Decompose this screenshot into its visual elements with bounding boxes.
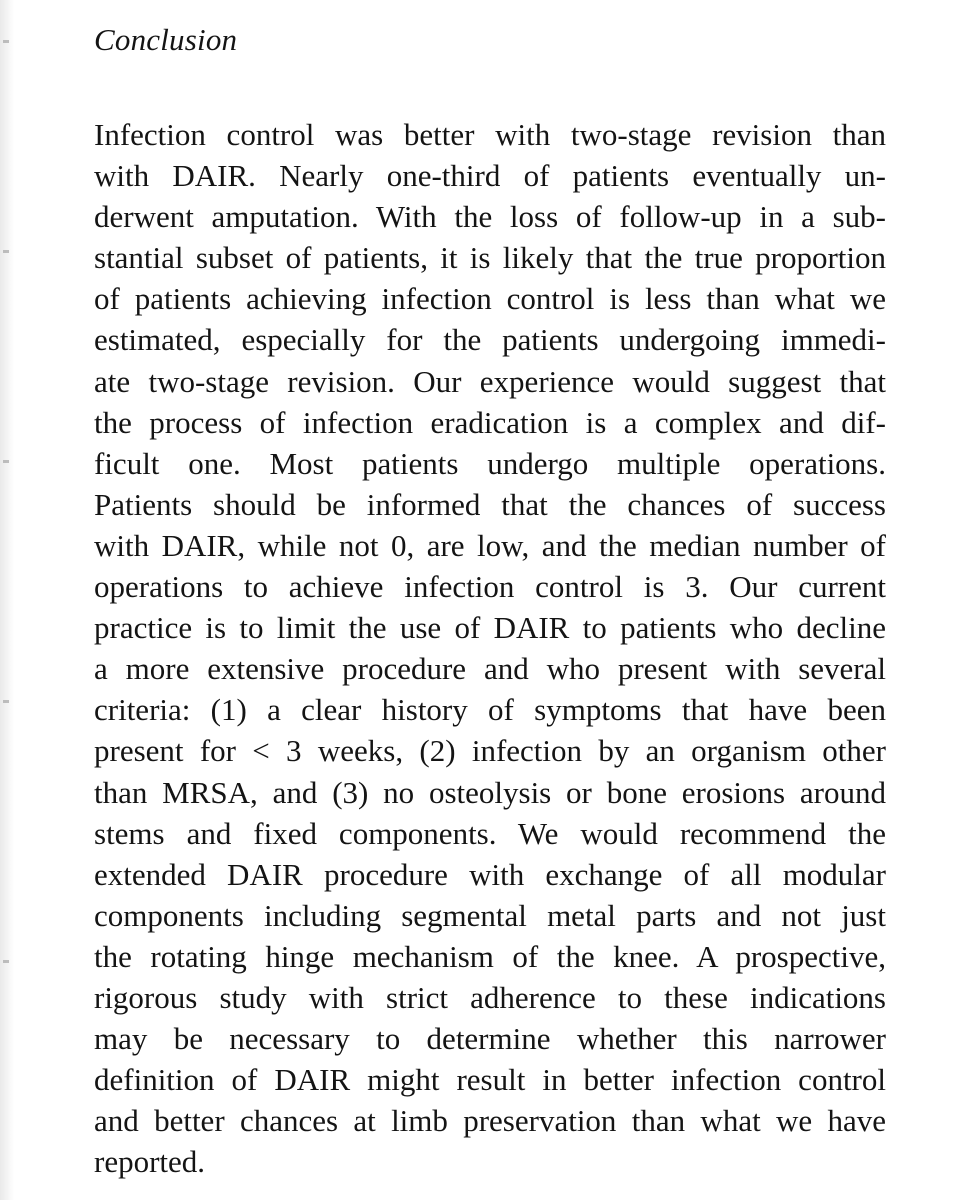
text-line: definition of DAIR might result in better infection control xyxy=(94,1062,886,1098)
text-line: derwent amputation. With the loss of follow-up in a sub- xyxy=(94,199,886,235)
text-line: may be necessary to determine whether this narrower xyxy=(94,1021,886,1057)
text-line: Patients should be informed that the chances of success xyxy=(94,486,886,522)
edge-mark xyxy=(3,700,9,703)
text-line: reported. xyxy=(94,1144,206,1180)
text-line: with DAIR, while not 0, are low, and the median number of xyxy=(94,527,886,563)
text-line: stantial subset of patients, it is likely that the true proportion xyxy=(94,240,886,276)
text-line: ate two-stage revision. Our experience would suggest that xyxy=(94,363,886,399)
text-line: than MRSA, and (3) no osteolysis or bone erosions around xyxy=(94,774,886,810)
edge-mark xyxy=(3,250,9,253)
edge-mark xyxy=(3,460,9,463)
text-line: with DAIR. Nearly one-third of patients eventually un- xyxy=(94,158,886,194)
text-line: and better chances at limb preservation than what we have xyxy=(94,1103,886,1139)
text-line: the process of infection eradication is a complex and dif- xyxy=(94,404,886,440)
text-line: ficult one. Most patients undergo multiple operations. xyxy=(94,445,886,481)
text-line: practice is to limit the use of DAIR to patients who decline xyxy=(94,610,886,646)
text-line: stems and fixed components. We would recommend the xyxy=(94,815,886,851)
text-line: of patients achieving infection control is less than what we xyxy=(94,281,886,317)
conclusion-paragraph xyxy=(94,114,886,1182)
page-edge-shadow xyxy=(0,0,14,1200)
text-line: extended DAIR procedure with exchange of all modular xyxy=(94,856,886,892)
edge-mark xyxy=(3,960,9,963)
edge-mark xyxy=(3,40,9,43)
text-line: present for < 3 weeks, (2) infection by an organism other xyxy=(94,733,886,769)
document-page xyxy=(94,18,886,1182)
text-line: criteria: (1) a clear history of symptoms that have been xyxy=(94,692,886,728)
section-heading: Conclusion xyxy=(94,22,238,57)
text-line: a more extensive procedure and who present with several xyxy=(94,651,886,687)
text-line: components including segmental metal parts and not just xyxy=(94,897,886,933)
text-line: Infection control was better with two-stage revision than xyxy=(94,117,886,152)
text-line: rigorous study with strict adherence to these indications xyxy=(94,979,886,1015)
text-line: estimated, especially for the patients undergoing immedi- xyxy=(94,322,886,358)
text-line: the rotating hinge mechanism of the knee. A prospective, xyxy=(94,938,886,974)
text-line: operations to achieve infection control is 3. Our current xyxy=(94,569,886,605)
